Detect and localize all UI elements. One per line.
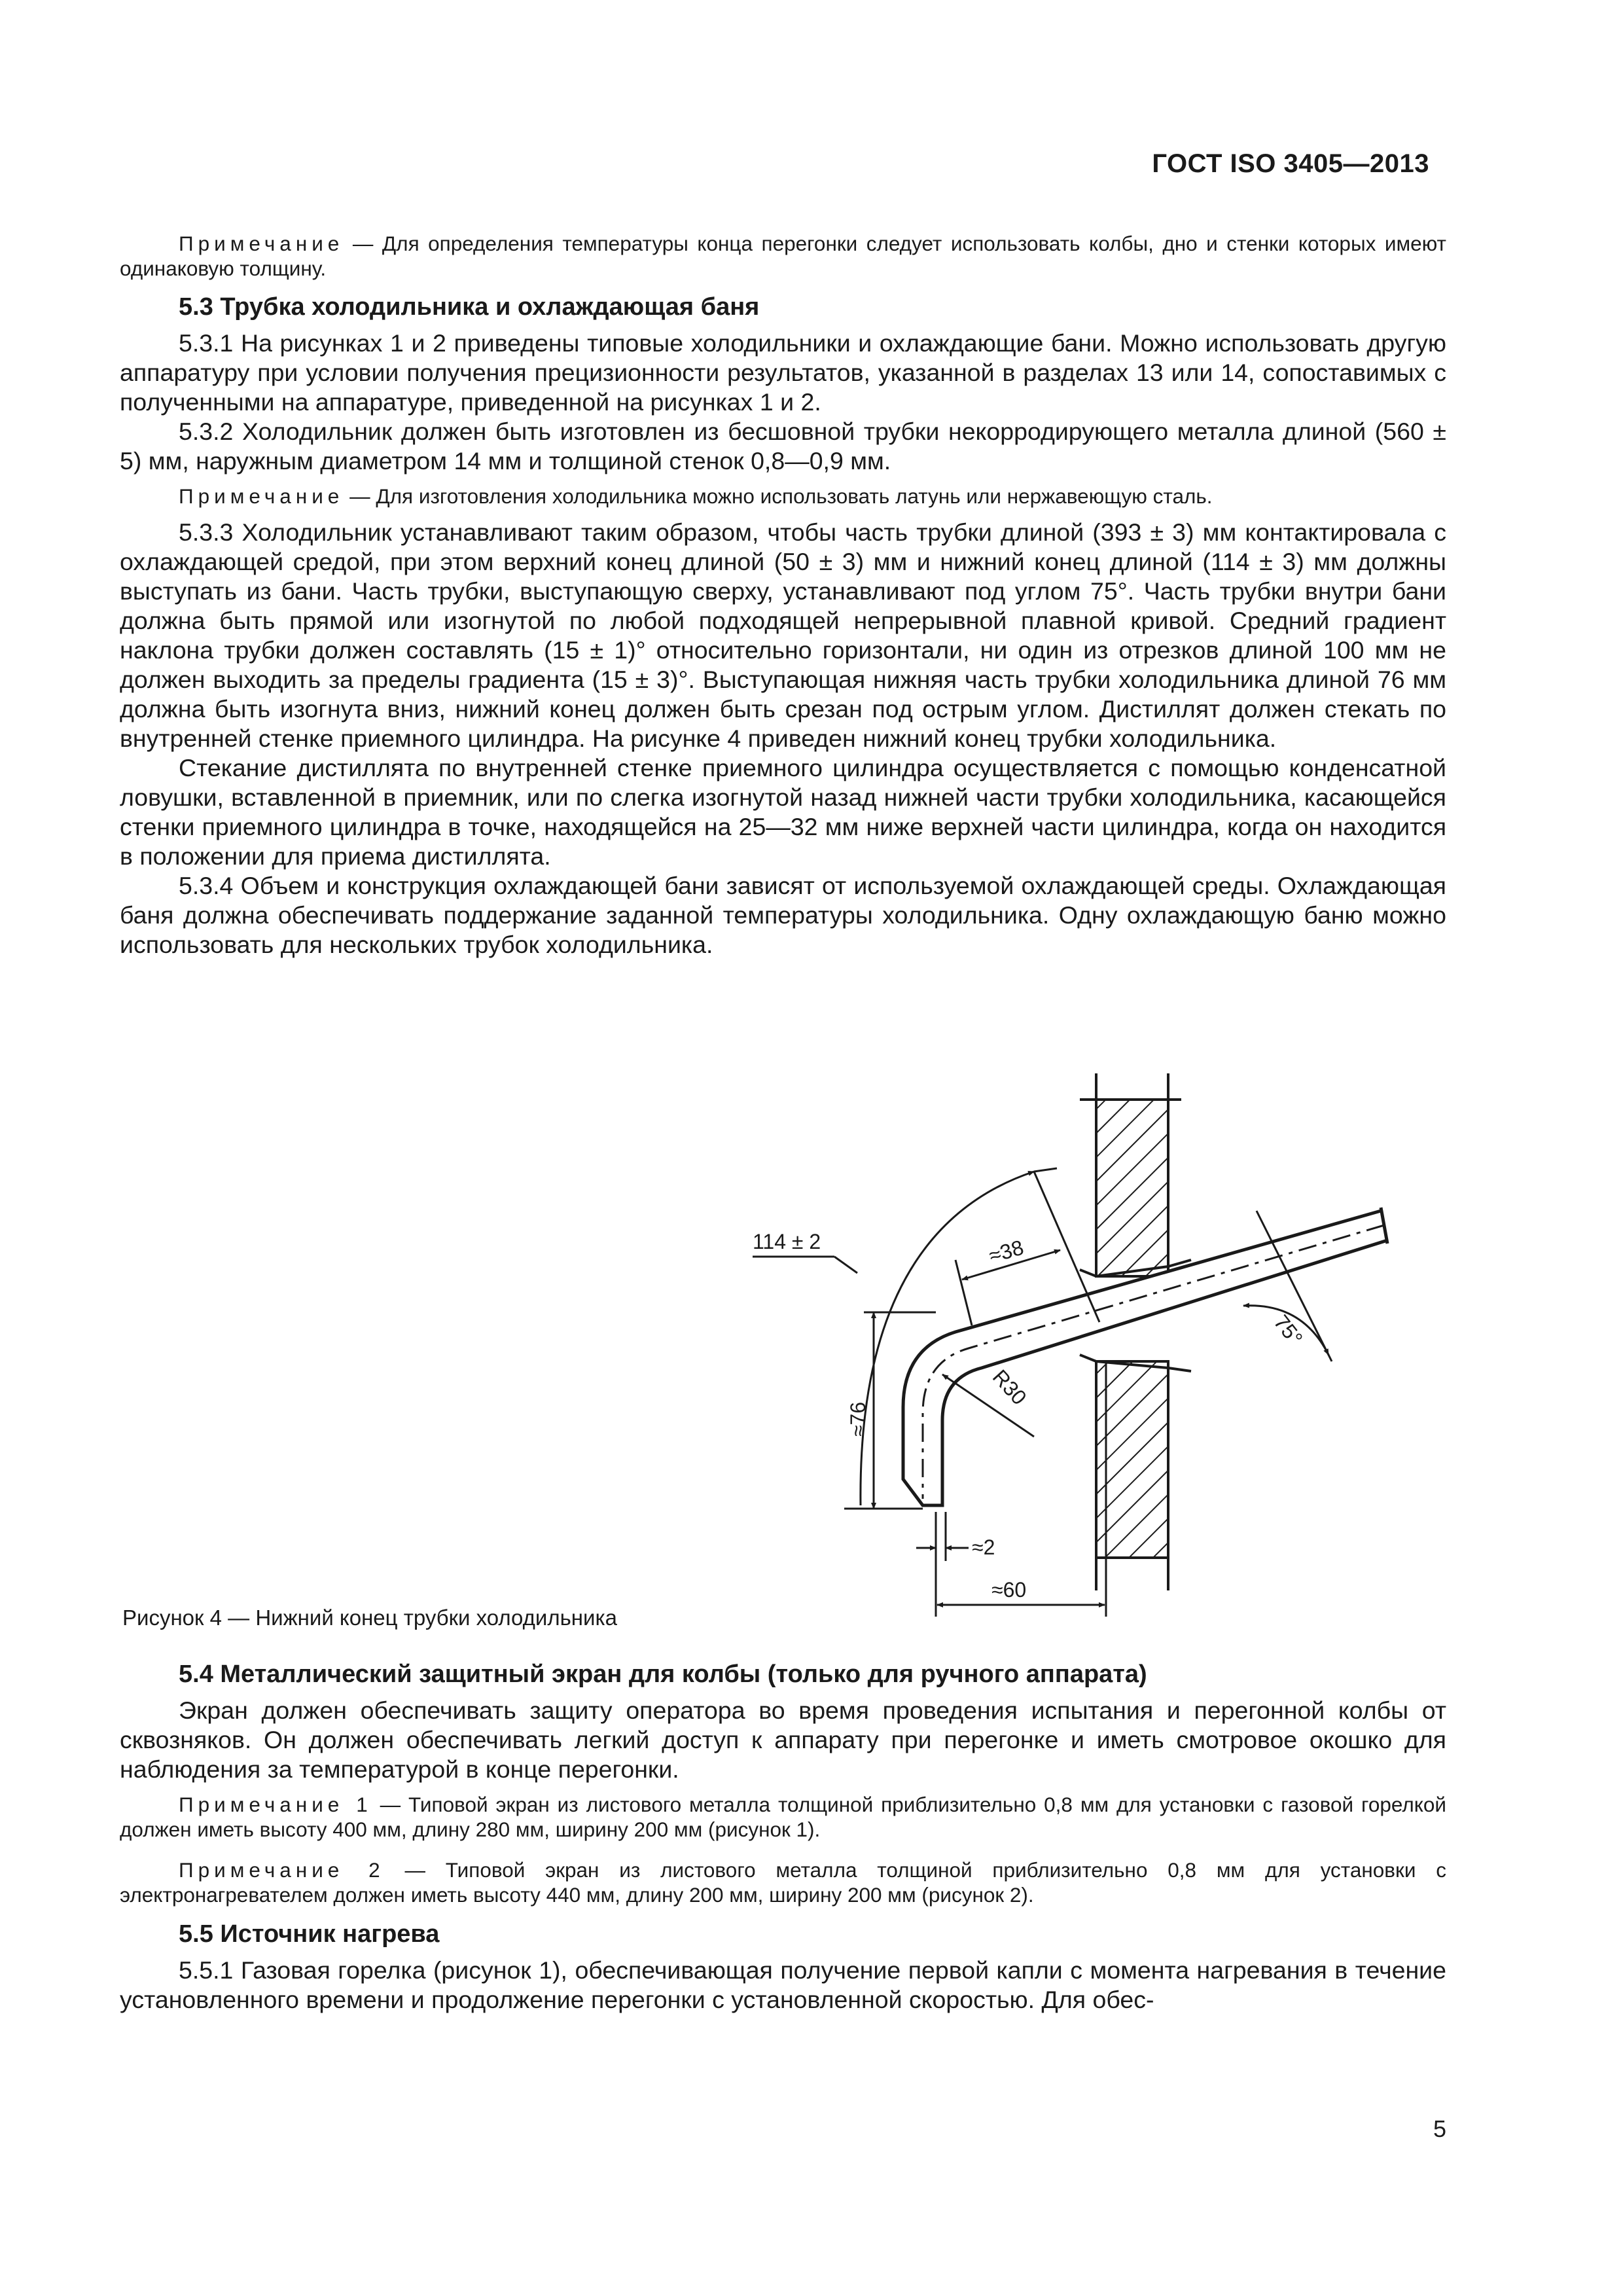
note-label: Примечание 2 xyxy=(179,1858,385,1882)
note-5-3-2 xyxy=(120,484,1446,509)
standard-header: ГОСТ ISO 3405—2013 xyxy=(1152,149,1429,178)
paragraph-5-3-3: 5.3.3 Холодильник устанавливают таким образом, чтобы часть трубки длиной (393 ± 3) мм контактировала с охлаждающей средой, при этом верхний конец длиной (50 ± 3) мм и нижний конец длиной (114 ± 3) мм должны выступать из бани. Часть трубки, выступающую сверху, устанавливают под углом 75°. Часть трубки внутри бани должна быть прямой или изогнутой по любой подходящей непрерывной плавной кривой. Средний градиент наклона трубки должен составлять (15 ± 1)° относительно горизонтали, ни один из отрезков длиной 100 мм не должен выходить за пределы градиента (15 ± 3)°. Выступающая нижняя часть трубки холодильника длиной 76 мм должна быть изогнута вниз, нижний конец должен быть срезан под острым углом. Дистиллят должен стекать по внутренней стенке приемного цилиндра. На рисунке 4 приведен нижний конец трубки холодильника. xyxy=(120,518,1446,752)
section-heading-5-4: 5.4 Металлический защитный экран для колбы (только для ручного аппарата) xyxy=(179,1660,1147,1688)
note-5-2 xyxy=(120,231,1446,281)
note-label: Примечание xyxy=(179,232,344,255)
page-number: 5 xyxy=(1433,2115,1446,2142)
paragraph-5-3-3-cont: Стекание дистиллята по внутренней стенке приемного цилиндра осуществляется с помощью конденсатной ловушки, вставленной в приемник, или по слегка изогнутой назад нижней части трубки холодильника, касающейся стенки приемного цилиндра в точке, находящейся на 25—32 мм ниже верхней части цилиндра, когда он находится в положении для приема дистиллята. xyxy=(120,754,1446,870)
note-text: — Для изготовления холодильника можно использовать латунь или нержавеющую сталь. xyxy=(344,484,1213,508)
lower-text-block xyxy=(120,1659,1446,2015)
bath-wall-upper xyxy=(1096,1100,1168,1276)
dim-total-length: 114 ± 2 xyxy=(753,1230,821,1253)
paragraph-5-3-1: 5.3.1 На рисунках 1 и 2 приведены типовые холодильники и охлаждающие бани. Можно использовать другую аппаратуру при условии получения прецизионности результатов, указанной в разделах 13 или 14, сопоставимых с полученными на аппаратуре, приведенной на рисунках 1 и 2. xyxy=(120,329,1446,416)
note-text: — Типовой экран из листового металла толщиной приблизительно 0,8 мм для установки с газовой горелкой должен иметь высоту 400 мм, длину 280 мм, ширину 200 мм (рисунок 1). xyxy=(120,1793,1446,1841)
paragraph-5-5-1: 5.5.1 Газовая горелка (рисунок 1), обеспечивающая получение первой капли с момента нагревания в течение установленного времени и продолжение перегонки с установленной скоростью. Для обес- xyxy=(120,1956,1446,2013)
note-text: — Для определения температуры конца перегонки следует использовать колбы, дно и стенки которых имеют одинаковую толщину. xyxy=(120,232,1446,280)
note-5-4-2 xyxy=(120,1857,1446,1907)
upper-text-block xyxy=(120,231,1446,960)
dim-angle: 75° xyxy=(1269,1310,1308,1350)
paragraph-5-3-2: 5.3.2 Холодильник должен быть изготовлен из бесшовной трубки некорродирующего металла длиной (560 ± 5) мм, наружным диаметром 14 мм и толщиной стенок 0,8—0,9 мм. xyxy=(120,418,1446,475)
dim-bend-radius: R30 xyxy=(988,1365,1031,1410)
dim-horizontal-width: ≈60 xyxy=(991,1578,1027,1602)
section-heading-5-5: 5.5 Источник нагрева xyxy=(179,1920,440,1948)
note-text: — Типовой экран из листового металла толщиной приблизительно 0,8 мм для установки с электронагревателем должен иметь высоту 440 мм, длину 200 мм, ширину 200 мм (рисунок 2). xyxy=(120,1858,1446,1907)
note-5-4-1 xyxy=(120,1792,1446,1842)
note-label: Примечание xyxy=(179,484,344,508)
paragraph-5-4: Экран должен обеспечивать защиту оператора во время проведения испытания и перегонной колбы от сквозняков. Он должен обеспечивать легкий доступ к аппарату при перегонке и иметь смотровое окошко для наблюдения за температурой в конце перегонки. xyxy=(120,1696,1446,1783)
dim-tip-gap: ≈2 xyxy=(972,1535,995,1559)
note-label: Примечание 1 xyxy=(179,1793,372,1816)
dim-vertical-length: ≈76 xyxy=(846,1401,870,1437)
figure-4-caption: Рисунок 4 — Нижний конец трубки холодильника xyxy=(122,1605,617,1630)
dim-top-length: ≈38 xyxy=(986,1235,1027,1268)
figure-4-condenser-tube-drawing xyxy=(746,1073,1440,1636)
section-heading-5-3: 5.3 Трубка холодильника и охлаждающая баня xyxy=(179,293,760,321)
paragraph-5-3-4: 5.3.4 Объем и конструкция охлаждающей бани зависят от используемой охлаждающей среды. Охлаждающая баня должна обеспечивать поддержание заданной температуры холодильника. Одну охлаждающую баню можно использовать для нескольких трубок холодильника. xyxy=(120,872,1446,958)
